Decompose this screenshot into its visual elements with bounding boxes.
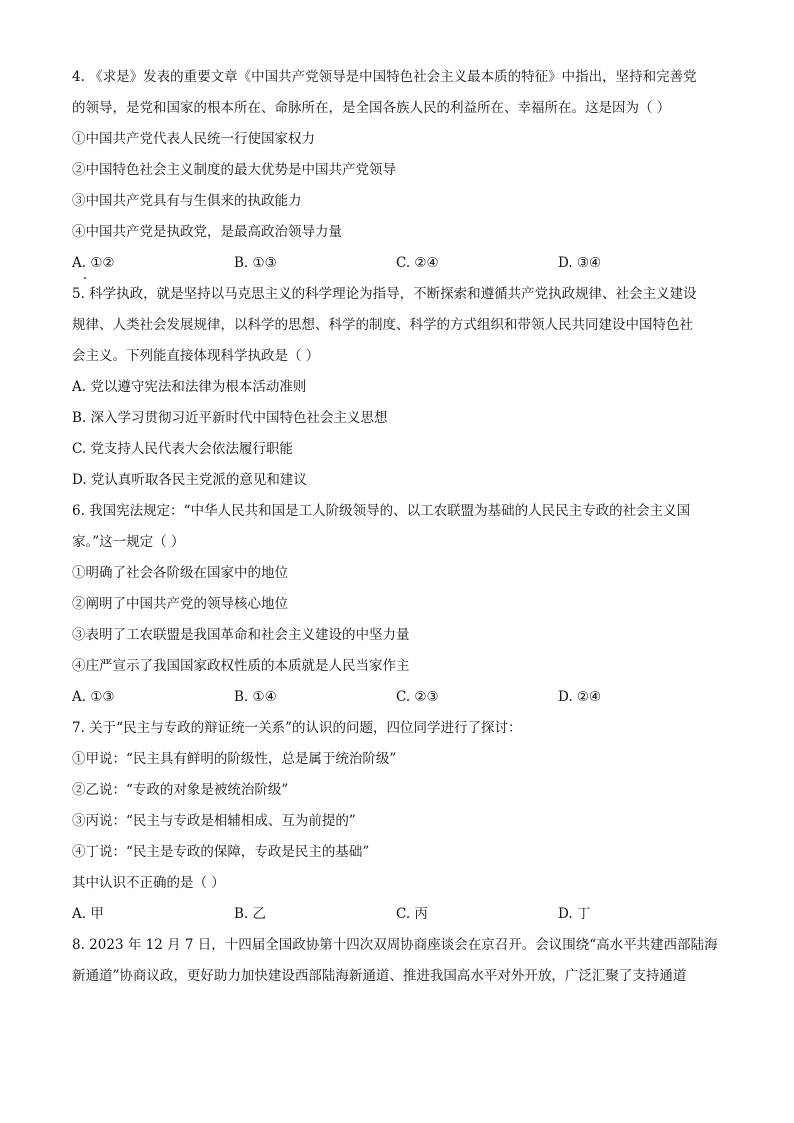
- statement-item: D. 党认真听取各民主党派的意见和建议: [72, 472, 307, 488]
- question-stem-line: 5. 科学执政，就是坚持以马克思主义的科学理论为指导，不断探索和遵循共产党执政规律、社会主义建设: [72, 286, 697, 302]
- statement-item: 其中认识不正确的是（ ）: [72, 875, 225, 891]
- question-stem-line: 7. 关于“民主与专政的辩证统一关系”的认识的问题，四位同学进行了探讨：: [72, 720, 522, 736]
- statement-item: ④庄严宣示了我国国家政权性质的本质就是人民当家作主: [72, 658, 410, 674]
- question-stem-line: 的领导，是党和国家的根本所在、命脉所在，是全国各族人民的利益所在、幸福所在。这是因为（ ）: [72, 100, 671, 116]
- answer-option: D. ③④: [558, 255, 602, 271]
- statement-item: A. 党以遵守宪法和法律为根本活动准则: [72, 379, 307, 395]
- document-page: [72, 62, 724, 992]
- answer-option: C. ②④: [396, 255, 439, 271]
- stray-dot: [84, 277, 86, 279]
- answer-options: [72, 899, 724, 930]
- answer-option: C. ②③: [396, 689, 439, 705]
- statement-item: ②中国特色社会主义制度的最大优势是中国共产党领导: [72, 162, 396, 178]
- question-4: [72, 62, 724, 279]
- statement-item: C. 党支持人民代表大会依法履行职能: [72, 441, 293, 457]
- statement-item: ①甲说：“民主具有鲜明的阶级性，总是属于统治阶级”: [72, 751, 397, 767]
- question-8: [72, 930, 724, 992]
- answer-option: B. ①③: [234, 255, 277, 271]
- question-6: [72, 496, 724, 713]
- statement-item: ②乙说：“专政的对象是被统治阶级”: [72, 782, 289, 798]
- statement-item: ①中国共产党代表人民统一行使国家权力: [72, 131, 315, 147]
- statement-item: ③中国共产党具有与生俱来的执政能力: [72, 193, 302, 209]
- question-stem-line: 8. 2023 年 12 月 7 日，十四届全国政协第十四次双周协商座谈会在京召开。会议围绕“高水平共建西部陆海: [72, 937, 718, 953]
- statement-item: ④丁说：“民主是专政的保障，专政是民主的基础”: [72, 844, 370, 860]
- statement-item: ④中国共产党是执政党，是最高政治领导力量: [72, 224, 342, 240]
- statement-item: ③丙说：“民主与专政是相辅相成、互为前提的”: [72, 813, 356, 829]
- question-stem-line: 4. 《求是》发表的重要文章《中国共产党领导是中国特色社会主义最本质的特征》中指出，坚持和完善党: [72, 69, 697, 85]
- answer-option: D. ②④: [558, 689, 602, 705]
- answer-option: A. 甲: [72, 906, 104, 922]
- statement-item: ①明确了社会各阶级在国家中的地位: [72, 565, 288, 581]
- answer-option: D. 丁: [558, 906, 591, 922]
- answer-options: [72, 248, 724, 279]
- question-stem-line: 家。”这一规定（ ）: [72, 534, 185, 550]
- question-5: [72, 279, 724, 496]
- answer-options: [72, 682, 724, 713]
- answer-option: C. 丙: [396, 906, 428, 922]
- answer-option: B. ①④: [234, 689, 277, 705]
- question-stem-line: 新通道”协商议政，更好助力加快建设西部陆海新通道、推进我国高水平对外开放，广泛汇聚了支持通道: [72, 968, 687, 984]
- answer-option: A. ①②: [72, 255, 115, 271]
- question-stem-line: 规律、人类社会发展规律，以科学的思想、科学的制度、科学的方式组织和带领人民共同建设中国特色社: [72, 317, 693, 333]
- statement-item: B. 深入学习贯彻习近平新时代中国特色社会主义思想: [72, 410, 388, 426]
- question-stem-line: 6. 我国宪法规定：“中华人民共和国是工人阶级领导的、以工农联盟为基础的人民民主专政的社会主义国: [72, 503, 691, 519]
- question-stem-line: 会主义。下列能直接体现科学执政是（ ）: [72, 348, 320, 364]
- answer-option: B. 乙: [234, 906, 267, 922]
- question-7: [72, 713, 724, 930]
- statement-item: ②阐明了中国共产党的领导核心地位: [72, 596, 288, 612]
- statement-item: ③表明了工农联盟是我国革命和社会主义建设的中坚力量: [72, 627, 410, 643]
- answer-option: A. ①③: [72, 689, 115, 705]
